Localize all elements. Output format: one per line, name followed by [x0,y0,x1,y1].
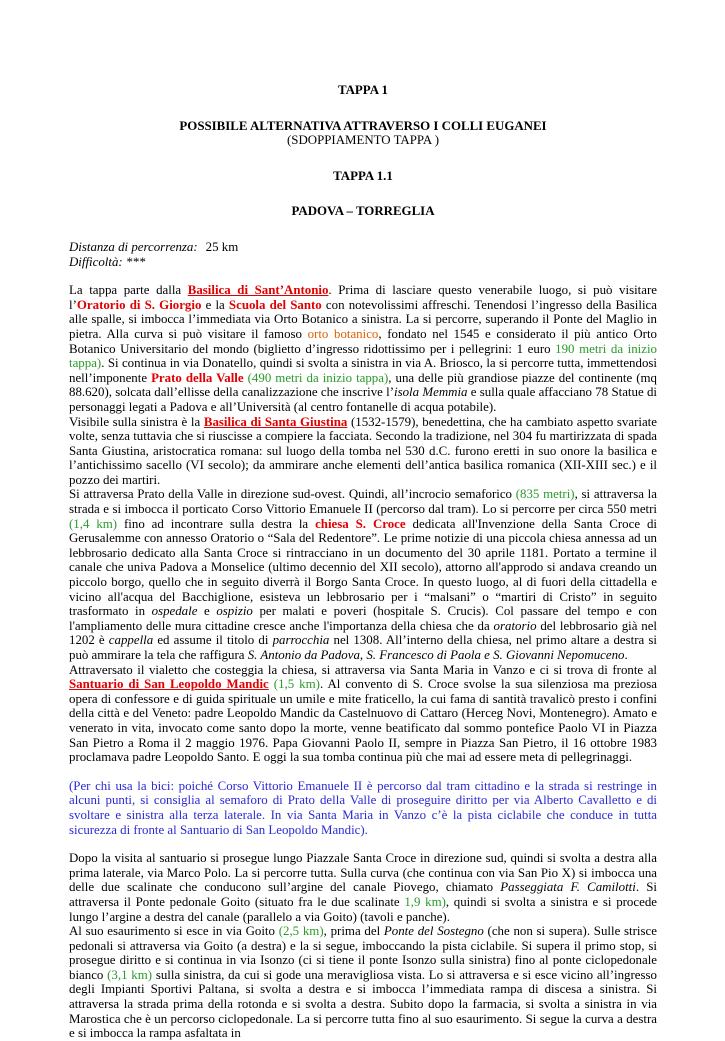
text-run: Santuario di San Leopoldo Mandic [69,677,269,692]
text-run: (835 metri) [515,487,575,502]
text-run: Si attraversa Prato della Valle in direzione sud-ovest. Quindi, all’incrocio semaforico [69,487,516,502]
text-run: (1,5 km) [273,677,320,692]
paragraph-basilica-santantonio [69,283,657,414]
text-run: Attraversato il vialetto che costeggia la chiesa, si attraversa via Santa Maria in Vanzo e ci si trova di fronte al [69,662,657,677]
text-run: S. Antonio da Padova, S. Francesco di Paola e S. Giovanni Nepomuceno [247,648,625,662]
text-run: e [197,604,217,619]
document-page [69,83,657,1041]
text-run: (che non si supera). Sulle strisce pedonali si attraversa via Goito (a destra) e la si segue, imboccando la pista ciclabile. Si supera il primo stop, si prosegue diritto e si continua in via Isonzo (ci si tiene il ponte Isonzo sulla sinistra) fino al ponte ciclopedonale bianco [69,924,657,982]
text-run: Oratorio di S. Giorgio [76,297,202,312]
text-run: , si attraversa la strada e si imbocca il porticato Corso Vittorio Emanuele II (percorso dal tram). Lo si percorre per circa 550 metri [69,487,657,517]
text-run: ospizio [216,604,253,619]
text-run: , prima del [323,924,384,939]
text-run: ed assume il titolo di [153,633,273,648]
distance-value: 25 km [205,239,239,254]
text-run: chiesa S. Croce [315,516,406,531]
text-run: 1,9 km) [404,894,446,909]
paragraph-via-goito [69,924,657,1041]
text-run: . Al convento di S. Croce svolse la sua silenziosa ma preziosa opera di confessore e di guida spirituale un umile e mite fraticello, la cui fama di santità travalicò presto i confini della città e del Veneto: padre Leopoldo Mandic da Castelnuovo di Cattaro (Herceg Novi, Montenegro). Amato e venerato in vita, invocato come santo dopo la morte, venne beatificato dal sommo pontefice Paolo VI in Piazza San Pietro a Roma il 2 maggio 1976. Papa Giovanni Paolo II, sempre in Piazza San Pietro, il 16 ottobre 1983 proclamava padre Leopoldo Santo. E oggi la sua tomba continua più che mai ad essere meta di pellegrinaggi. [69,677,657,765]
text-run: Basilica di Santa Giustina [203,414,348,429]
text-run: orto botanico [307,326,379,341]
text-run: Al suo esaurimento si esce in via Goito [69,924,279,939]
text-run: Visibile sulla sinistra è la [69,414,204,429]
tappa-sub-heading: TAPPA 1.1 [333,168,393,183]
alternative-subtitle: (SDOPPIAMENTO TAPPA ) [286,133,440,148]
text-run: cappella [108,633,154,648]
text-run: , fondato nel 1545 e considerato il più antico Orto Botanico Universitario del mondo (biglietto d’ingresso ridottissimo per i pellegrini: 1 euro [69,326,657,356]
text-run: e sulla quale affacciano 78 Statue di personaggi legati a Padova e all’Università (al centro fontanelle di acqua potabile). [69,385,657,414]
text-run: dedicata all'Invenzione della Santa Croce di Gerusalemme con annesso Oratorio o “Sala del Redentore”. Le prime notizie di una piccola chiesa annessa ad un lebbrosario dedicato alla Santa Croce si rintracciano in un documento del 30 aprile 1181. Portato a termine il canale che univa Padova a Monselice (ultimo decennio del XII secolo), attorno all'approdo si andava creando un piccolo borgo, quello che in seguito diverrà il Borgo Santa Croce. In questo luogo, al di fuori della cittadella e vicino all'acqua del Bacchiglione, esisteva un lebbrosario per i “malsani” o “martiri di Cristo” in seguito trasformato in [69,516,658,619]
text-run: , quindi si svolta a sinistra e si procede lungo l’argine a destra del canale (parallelo a via Goito) (tavoli e panche). [69,894,657,924]
text-run: (2,5 km) [278,924,324,939]
text-run: (490 metri da inizio tappa) [247,370,389,385]
distance-label: Distanza di percorrenza: [69,239,198,254]
text-run: Dopo la visita al santuario si prosegue lungo Piazzale Santa Croce in direzione sud, quindi si svolta a destra alla prima laterale, via Marco Polo. La si percorre tutta. Sulla curva (che continua con via San Pio X) si imbocca una delle due scalinate che conducono sull’argine del canale Piovego, chiamato [69,851,657,895]
text-run: isola Memmia [394,385,468,400]
text-run: . Si attraversa il Ponte pedonale Goito (situato fra le due scalinate [69,880,657,909]
tappa-heading: TAPPA 1 [337,83,388,97]
paragraph-santa-giustina [69,415,657,488]
text-run: fino ad incontrare sulla destra la [117,516,316,531]
text-run: nel 1308. All’interno della chiesa, nel primo altare a destra si può ammirare la tela che raffigura [69,633,657,662]
text-run: (1532-1579), benedettina, che ha cambiato aspetto svariate volte, senza tuttavia che si riuscisse a compiere la facciata. Secondo la tradizione, nel 304 fu martirizzata di spada Santa Giustina, aristocratica romana: sul luogo della tomba nel 530 d.C. furono eretti in suo onore la basilica e l’antichissimo sacello (VI secolo); da ammirare anche elementi dell’antica basilica romanica (XII-XIII sec.) e il pozzo dei martiri. [69,414,657,487]
paragraph-san-leopoldo [69,663,657,765]
text-run: . Si continua in via Donatello, quindi si svolta a sinistra in via A. Briosco, la si percorre tutta, immettendosi nell’imponente [69,356,657,385]
paragraph-passeggiata [69,851,657,924]
text-run: 190 metri da inizio tappa) [69,341,657,371]
text-run: (3,1 km) [107,967,153,982]
text-run: Passeggiata F. Camilotti [500,880,636,895]
text-run: Scuola del Santo [228,297,322,312]
text-run: Prato della Valle [151,370,244,385]
text-run: . [624,648,628,662]
paragraph-santa-croce [69,487,657,662]
text-run: per malati e poveri (hospitale S. Crucis). Col passare del tempo e con l'ampliamento delle mura cittadine cresce anche l'importanza della chiesa che da [69,604,658,633]
text-run: oratorio [493,618,537,633]
alternative-title: POSSIBILE ALTERNATIVA ATTRAVERSO I COLLI EUGANEI [179,118,547,133]
text-run: parrocchia [272,633,330,648]
text-run: (Per chi usa la bici: poiché Corso Vittorio Emanuele II è percorso dal tram cittadino e la strada si restringe in alcuni punti, si consiglia al semaforo di Prato della Valle di proseguire diritto per via Alberto Cavalletto e di svoltare e sinistra alla terza laterale. In via Santa Maria in Vanzo c’è la pista ciclabile che conduce in tutta sicurezza di fronte al Santuario di San Leopoldo Mandic). [69,778,657,837]
text-run: . Prima di lasciare questo venerabile luogo, si può visitare l’ [69,283,657,312]
text-run: Ponte del Sostegno [383,924,484,939]
text-run: , una delle più grandiose piazze del continente (mq 88.620), solcata dall’ellisse della canalizzazione che inscrive l’ [69,370,658,400]
text-run: Basilica di Sant’Antonio [187,283,329,298]
paragraph-bike-note [69,779,657,837]
text-run: del lebbrosario già nel 1202 è [69,618,658,648]
text-run: ospedale [151,604,198,619]
difficulty-line: Difficoltà: *** [69,254,146,269]
route-title: PADOVA – TORREGLIA [291,204,435,219]
text-run: sulla sinistra, da cui si gode una meravigliosa vista. Lo si attraversa e si esce vicino all’ingresso degli Impianti Sportivi Paltana, si svolta a destra e si imbocca l’immediata rampa di discesa a sinistra. Si attraversa la strada prima della rotonda e si svolta a destra. Subito dopo la farmacia, si svolta a sinistra in via Marostica che è un percorso ciclopedonale. La si percorre tutta fino al suo esaurimento. Si segue la curva a destra e si imbocca la rampa asfaltata in [69,967,657,1041]
text-run: La tappa parte dalla [69,283,188,298]
text-run: con notevolissimi affreschi. Tenendosi l’ingresso della Basilica alle spalle, si imbocca l’immediata via Orto Botanico a sinistra. La si percorre, superando il Ponte del Maglio in pietra. Alla curva si può visitare il famoso [69,297,657,341]
distance-line [69,240,657,255]
text-run: e la [201,297,229,312]
text-run: (1,4 km) [69,516,118,531]
